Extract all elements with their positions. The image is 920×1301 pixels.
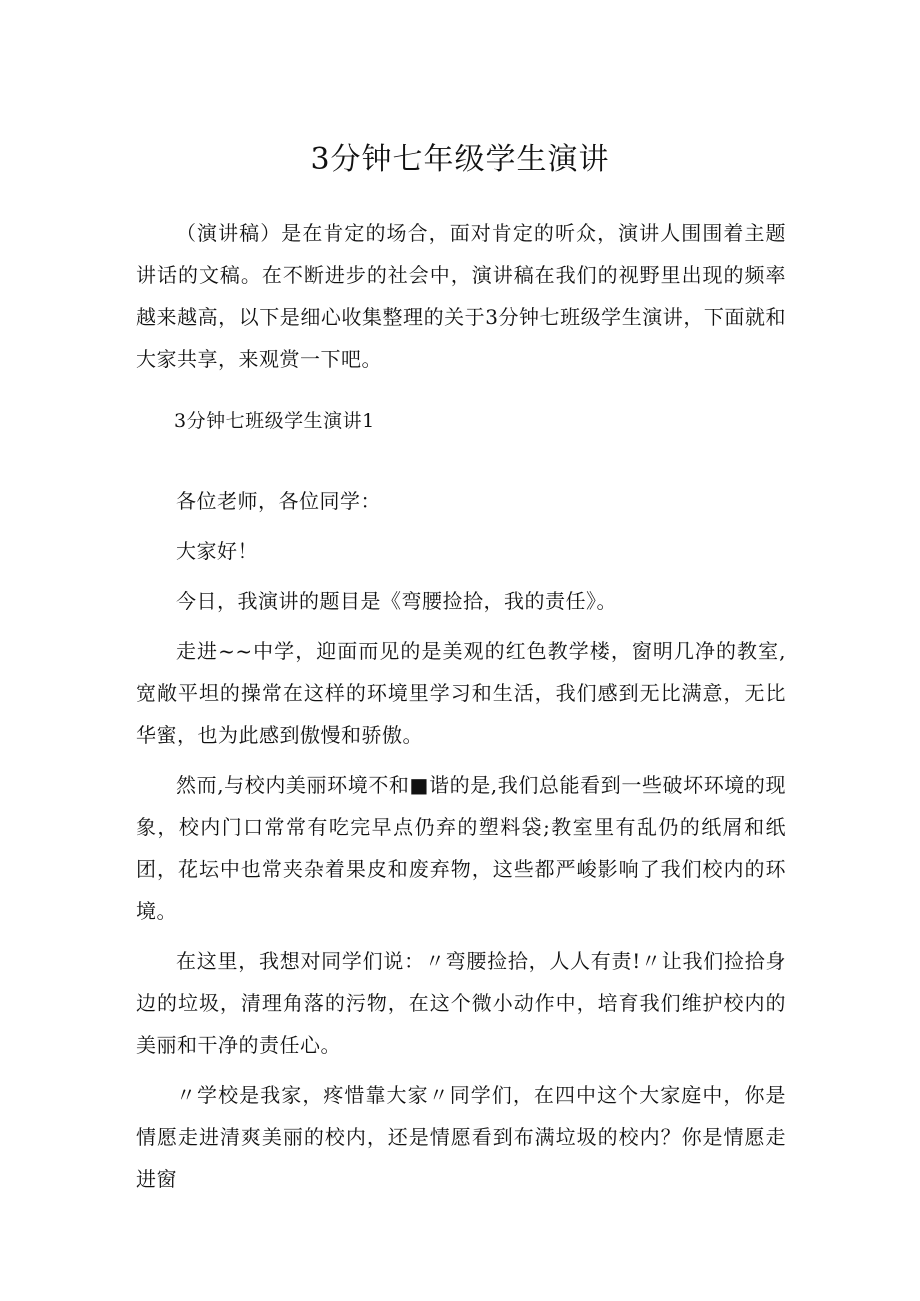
body-paragraph: 走进~~中学，迎面而见的是美观的红色教学楼，窗明几净的教室,宽敞平坦的操常在这样的环境里学习和生活，我们感到无比满意，无比华蜜，也为此感到傲慢和骄傲。 xyxy=(136,639,786,747)
document-body xyxy=(136,212,786,1200)
intro-paragraph: （演讲稿）是在肯定的场合，面对肯定的听众，演讲人围围着主题讲话的文稿。在不断进步的社会中，演讲稿在我们的视野里出现的频率越来越高，以下是细心收集整理的关于3分钟七班级学生演讲，下面就和大家共享，来观赏一下吧。 xyxy=(136,221,786,371)
section-heading: 3分钟七班级学生演讲1 xyxy=(174,410,375,432)
speech-topic: 今日，我演讲的题目是《弯腰捡拾，我的责任》。 xyxy=(176,589,617,613)
body-paragraph: 在这里，我想对同学们说：〃弯腰捡拾，人人有责!〃让我们捡拾身边的垃圾，清理角落的污物，在这个微小动作中，培育我们维护校内的美丽和干净的责任心。 xyxy=(136,949,786,1057)
body-paragraph: 然而,与校内美丽环境不和■谐的是,我们总能看到一些破坏环境的现象，校内门口常常有吃完早点仍弃的塑料袋;教室里有乱仍的纸屑和纸团，花坛中也常夹杂着果皮和废弃物，这些都严峻影响了我们校内的环境。 xyxy=(136,773,786,923)
greeting: 大家好！ xyxy=(176,539,258,563)
document-title: 3分钟七年级学生演讲 xyxy=(310,142,610,177)
body-paragraph: 〃学校是我家，疼惜靠大家〃同学们，在四中这个大家庭中，你是情愿走进清爽美丽的校内，还是情愿看到布满垃圾的校内？你是情愿走进窗 xyxy=(136,1083,786,1191)
salutation: 各位老师，各位同学： xyxy=(176,489,381,513)
